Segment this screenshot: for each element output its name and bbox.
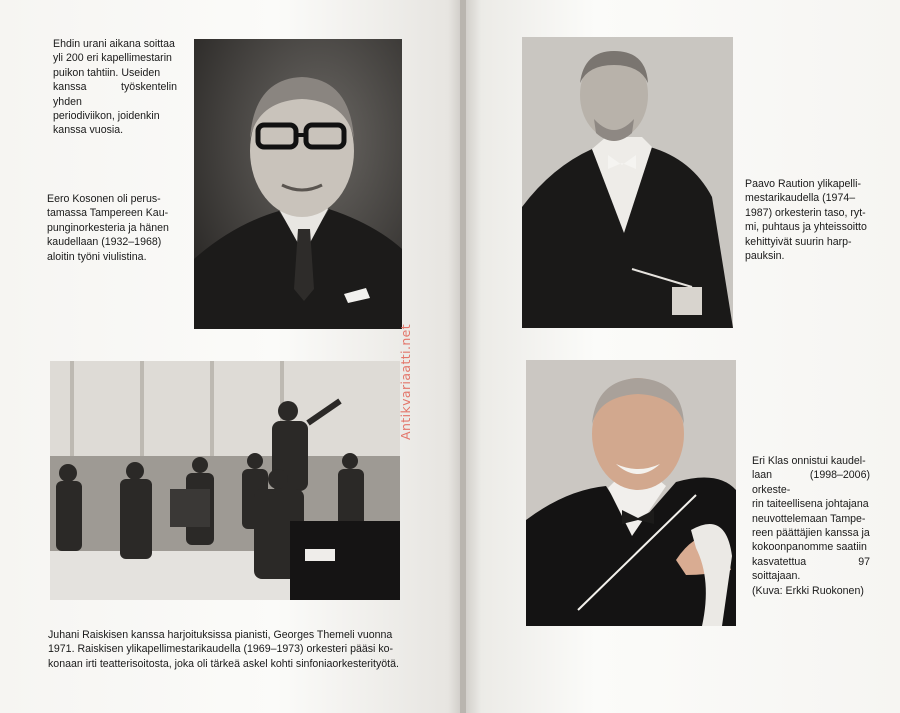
caption-raiskinen: Juhani Raiskisen kanssa harjoituksissa pianisti, Georges Themeli vuonna 1971. Raiskisen ylikapellimestarikaudella (1969–1973) orkesteri pääsi ko- konaan irti teatterisoitosta, joka oli tärkeä askel kohti sinfoniaorkesterityötä. — [48, 629, 399, 670]
caption-klas: Eri Klas onnistui kaudel- laan (1998–2006) orkeste- rin taiteellisena johtajana neuvottelemaan Tampe- reen päättäjien kanssa ja kokoonpanomme saatiin kasvatettua 97 soittajaan. (Kuva: Erkki Ruokonen) — [752, 455, 870, 597]
caption-career: Ehdin urani aikana soittaa yli 200 eri kapellimestarin puikon tahtiin. Useiden kanssa työskentelin yhden periodiviikon, joidenkin kanssa vuosia. — [53, 38, 177, 137]
photo-eri-klas — [526, 360, 736, 626]
photo-paavo-rautio — [522, 37, 733, 328]
caption-kosonen: Eero Kosonen oli perus- tamassa Tampereen Kau- punginorkesteria ja hänen kaudellaan (1932–1968) aloitin työni viulistina. — [47, 193, 169, 263]
book-gutter — [460, 0, 466, 713]
caption-rautio: Paavo Raution ylikapelli- mestarikaudella (1974– 1987) orkesterin taso, ryt- mi, puhtaus ja yhteissoitto kehittyivät suurin harp- pauksin. — [745, 178, 867, 263]
photo-eero-kosonen — [194, 39, 402, 329]
watermark-text: Antikvariaatti.net — [398, 323, 413, 440]
photo-raiskinen-rehearsal — [50, 361, 400, 600]
